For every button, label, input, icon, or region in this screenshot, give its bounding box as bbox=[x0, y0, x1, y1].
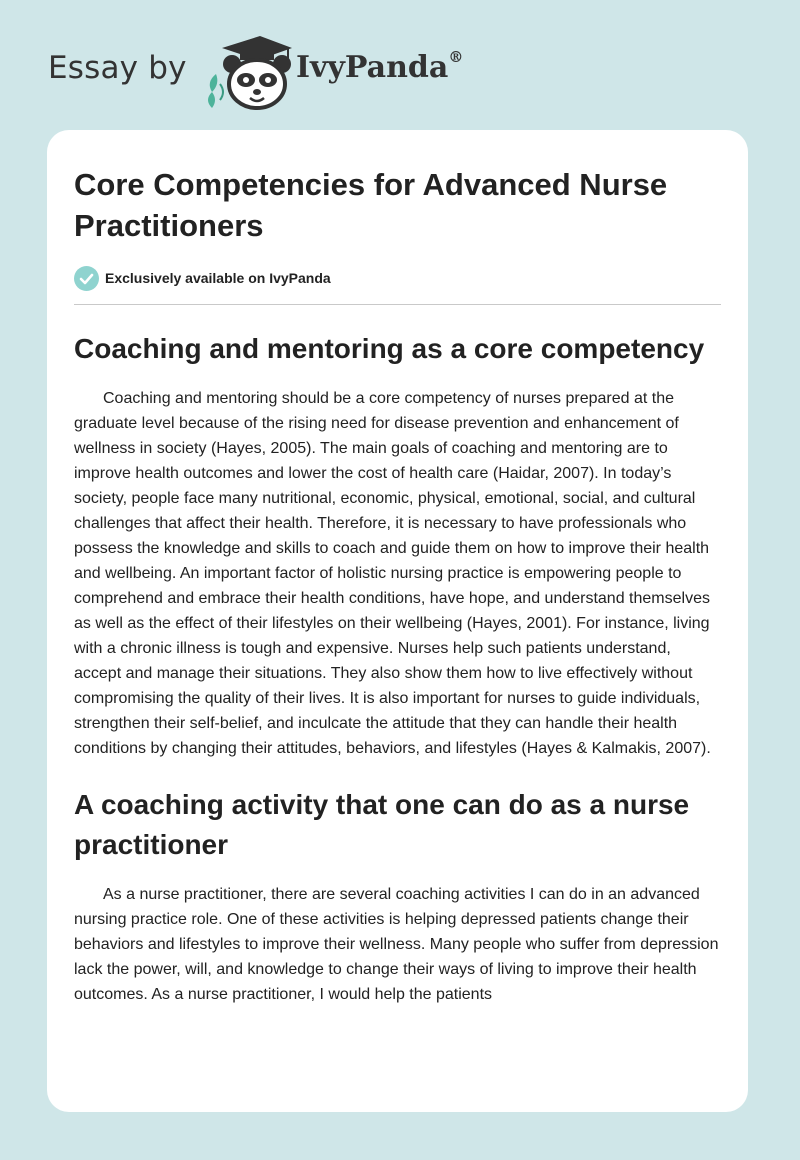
exclusive-badge bbox=[74, 265, 721, 291]
registered-mark: ® bbox=[448, 48, 464, 66]
brand-name[interactable] bbox=[296, 50, 463, 85]
title-divider bbox=[74, 304, 721, 305]
section-coaching-mentoring bbox=[74, 329, 721, 761]
exclusive-badge-label: Exclusively available on IvyPanda bbox=[105, 270, 331, 286]
brand-header bbox=[48, 34, 508, 112]
essay-title: Core Competencies for Advanced Nurse Practitioners bbox=[74, 167, 668, 243]
check-circle-icon bbox=[74, 266, 99, 291]
ivypanda-logo-icon[interactable] bbox=[202, 34, 294, 112]
section-heading: A coaching activity that one can do as a nurse practitioner bbox=[74, 789, 690, 860]
section-coaching-activity bbox=[74, 785, 721, 1007]
essay-card bbox=[47, 130, 748, 1112]
section-paragraph: As a nurse practitioner, there are several coaching activities I can do in an advanced nursing practice role. One of these activities is helping depressed patients change their behaviors and lifestyles to improve their wellness. Many people who suffer from depression lack the power, will, and knowledge to change their ways of living to improve their health outcomes. As a nurse practitioner, I would help the patients bbox=[74, 886, 719, 1003]
section-paragraph: Coaching and mentoring should be a core competency of nurses prepared at the graduate level because of the rising need for disease prevention and enhancement of wellness in society (Hayes, 2005). The main goals of coaching and mentoring are to improve health outcomes and lower the cost of health care (Haidar, 2007). In today’s society, people face many nutritional, economic, physical, emotional, social, and cultural challenges that affect their health. Therefore, it is necessary to have professionals who possess the knowledge and skills to coach and guide them on how to improve their health and wellbeing. An important factor of holistic nursing practice is empowering people to comprehend and embrace their health conditions, have hope, and understand themselves as well as the effect of their lifestyles on their wellbeing (Hayes, 2001). For instance, living with a chronic illness is tough and expensive. Nurses help such patients understand, accept and manage their situations. They also show them how to live effectively without compromising the quality of their lives. It is also important for nurses to guide individuals, strengthen their self-belief, and inculcate the attitude that they can handle their health conditions by changing their attitudes, behaviors, and lifestyles (Hayes & Kalmakis, 2007). bbox=[74, 390, 711, 757]
section-heading: Coaching and mentoring as a core competency bbox=[74, 333, 705, 364]
essay-by-label: Essay by bbox=[48, 50, 187, 86]
brand-name-text: IvyPanda bbox=[296, 50, 449, 85]
